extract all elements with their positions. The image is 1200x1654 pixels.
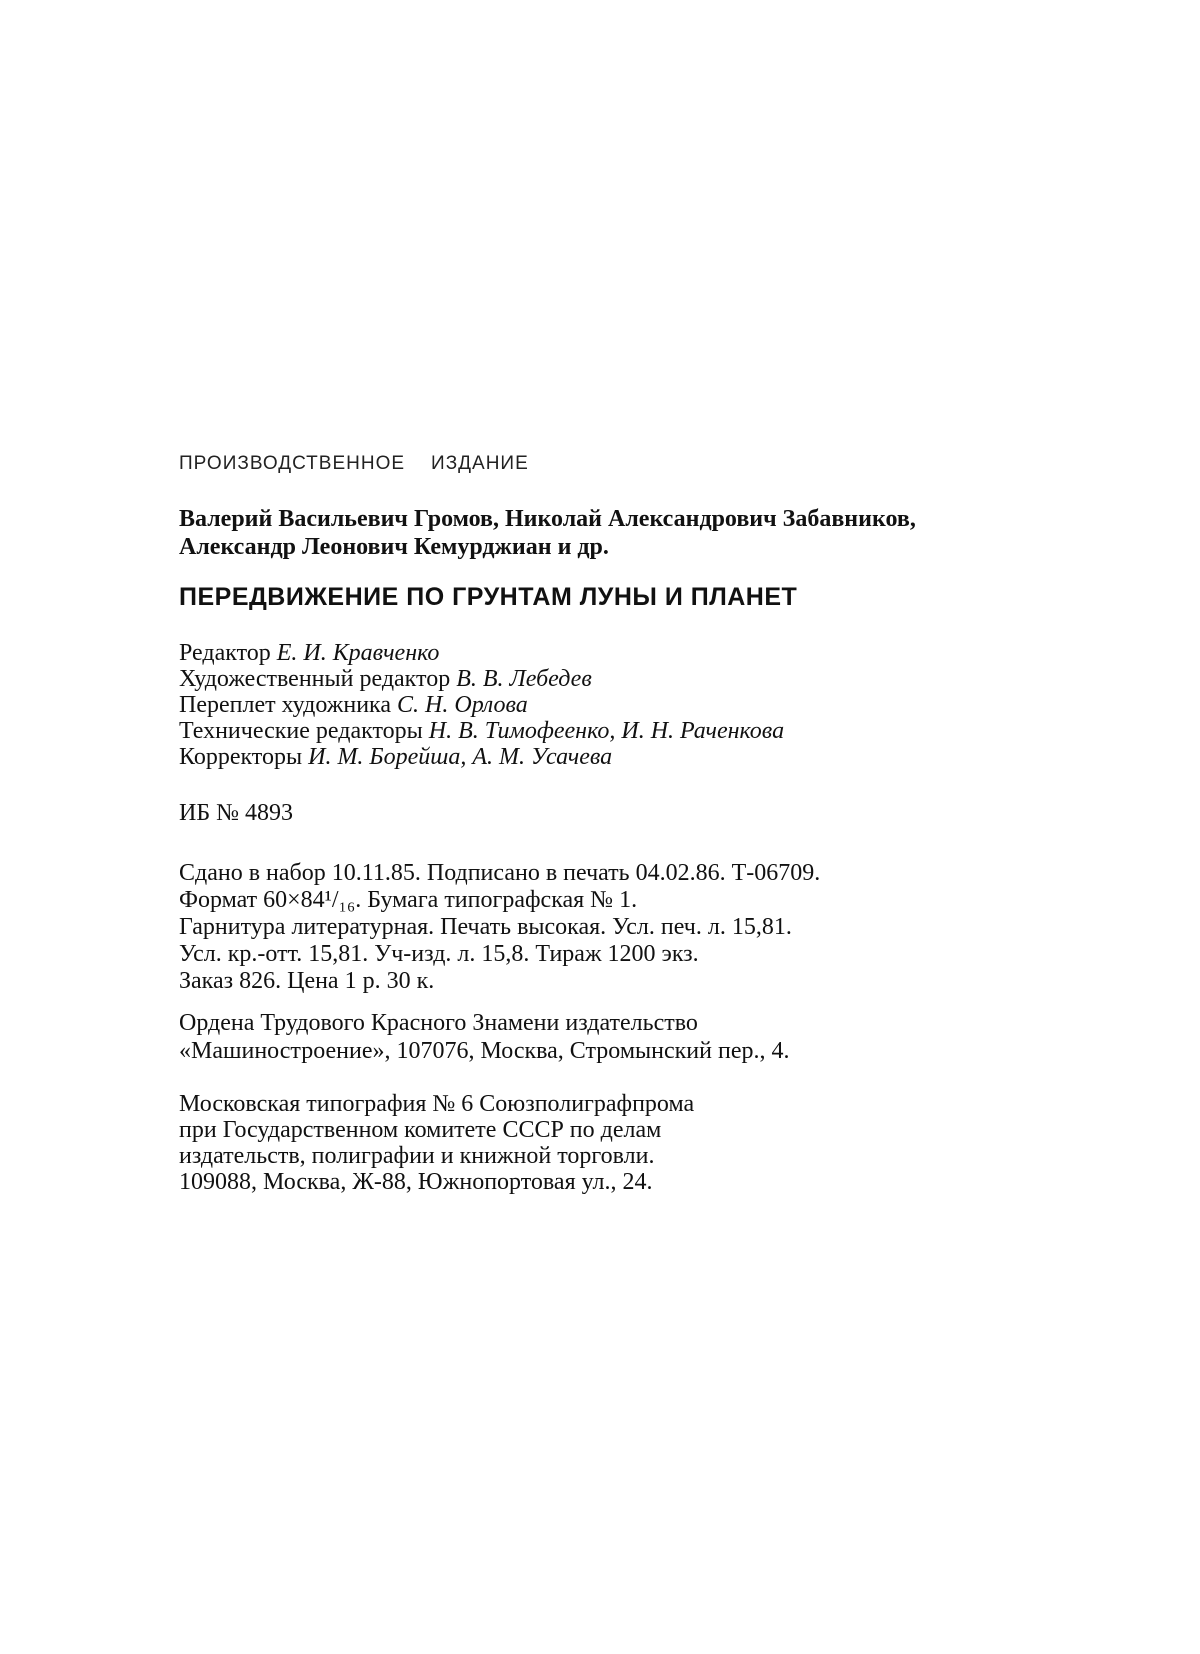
print-info	[179, 860, 1140, 995]
staff-tech-editors	[179, 718, 1140, 744]
ib-number: ИБ № 4893	[179, 800, 294, 826]
staff-proofreaders	[179, 744, 1140, 770]
staff-role: Корректоры	[179, 744, 309, 770]
staff-role: Переплет художника	[179, 692, 398, 718]
authors	[179, 505, 1140, 561]
print-info-line: Гарнитура литературная. Печать высокая. Усл. печ. л. 15,81.	[179, 914, 792, 940]
print-info-line: Заказ 826. Цена 1 р. 30 к.	[179, 968, 435, 994]
staff-credits	[179, 640, 1140, 770]
authors-line: Александр Леонович Кемурджиан и др.	[179, 534, 609, 560]
print-info-line: Формат 60×84¹/₁₆. Бумага типографская № 1.	[179, 887, 638, 913]
staff-editor	[179, 640, 1140, 666]
staff-art-editor	[179, 666, 1140, 692]
print-info-line: Усл. кр.-отт. 15,81. Уч-изд. л. 15,8. Тираж 1200 экз.	[179, 941, 699, 967]
staff-role: Редактор	[179, 640, 277, 666]
edition-type	[179, 453, 1140, 475]
staff-names: Н. В. Тимофеенко, И. Н. Раченкова	[428, 718, 785, 744]
staff-names: И. М. Борейша, А. М. Усачева	[308, 744, 613, 770]
edition-type-word2: ИЗДАНИЕ	[431, 453, 529, 474]
printer-line: издательств, полиграфии и книжной торговли.	[179, 1143, 655, 1169]
print-info-line: Сдано в набор 10.11.85. Подписано в печать 04.02.86. Т-06709.	[179, 860, 821, 886]
printer-line: 109088, Москва, Ж-88, Южнопортовая ул., 24.	[179, 1169, 653, 1195]
printer-line: при Государственном комитете СССР по делам	[179, 1117, 662, 1143]
book-title: ПЕРЕДВИЖЕНИЕ ПО ГРУНТАМ ЛУНЫ И ПЛАНЕТ	[179, 583, 798, 611]
publisher-line: Ордена Трудового Красного Знамени издательство	[179, 1010, 698, 1036]
staff-names: С. Н. Орлова	[397, 692, 528, 718]
publisher-line: «Машиностроение», 107076, Москва, Стромынский пер., 4.	[179, 1038, 790, 1064]
printer-info	[179, 1091, 1140, 1195]
staff-names: Е. И. Кравченко	[276, 640, 440, 666]
staff-role: Художественный редактор	[179, 666, 457, 692]
edition-type-word1: ПРОИЗВОДСТВЕННОЕ	[179, 453, 406, 474]
publisher-info	[179, 1009, 1140, 1065]
printer-line: Московская типография № 6 Союзполиграфпрома	[179, 1091, 695, 1117]
staff-role: Технические редакторы	[179, 718, 429, 744]
staff-binding-artist	[179, 692, 1140, 718]
authors-line: Валерий Васильевич Громов, Николай Александрович Забавников,	[179, 506, 916, 532]
staff-names: В. В. Лебедев	[456, 666, 592, 692]
